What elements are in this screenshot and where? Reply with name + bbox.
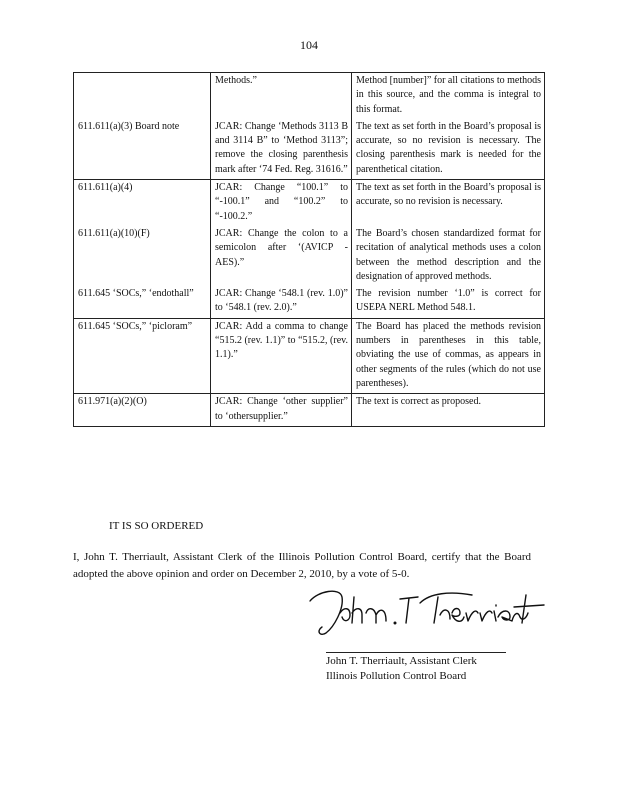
change-cell: JCAR: Change ‘548.1 (rev. 1.0)” to ‘548.1 (rev. 2.0).” <box>211 286 352 318</box>
signatory-organization: Illinois Pollution Control Board <box>326 670 467 682</box>
section-cell: 611.645 ‘SOCs,” ‘picloram” <box>74 318 211 393</box>
table-row <box>74 180 545 226</box>
section-cell: 611.645 ‘SOCs,” ‘endothall” <box>74 286 211 318</box>
change-cell: Methods.” <box>211 73 352 119</box>
response-cell: The Board has placed the methods revision numbers in parentheses in this table, obviating the use of commas, as appears in other segments of the rules (which do not use parentheses). <box>352 318 545 393</box>
section-cell: 611.611(a)(4) <box>74 180 211 226</box>
change-cell: JCAR: Change the colon to a semicolon after ‘(AVICP -AES).” <box>211 226 352 286</box>
signature-graphic <box>300 583 550 643</box>
handwritten-signature <box>300 583 550 643</box>
table-row <box>74 73 545 119</box>
table-row <box>74 394 545 427</box>
table-row <box>74 318 545 393</box>
so-ordered-text: IT IS SO ORDERED <box>109 520 204 532</box>
section-cell: 611.611(a)(10)(F) <box>74 226 211 286</box>
response-cell: The text as set forth in the Board’s proposal is accurate, so no revision is necessary. The closing parenthesis mark is needed for the parenthetical citation. <box>352 119 545 180</box>
response-cell: Method [number]” for all citations to methods in this source, and the comma is integral to this format. <box>352 73 545 119</box>
change-cell: JCAR: Change ‘other supplier” to ‘othersupplier.” <box>211 394 352 427</box>
comments-table <box>73 72 545 427</box>
table-row <box>74 119 545 180</box>
table-row <box>74 286 545 318</box>
response-cell: The revision number ‘1.0” is correct for USEPA NERL Method 548.1. <box>352 286 545 318</box>
change-cell: JCAR: Add a comma to change “515.2 (rev. 1.1)” to “515.2, (rev. 1.1).” <box>211 318 352 393</box>
section-cell: 611.971(a)(2)(O) <box>74 394 211 427</box>
response-cell: The text as set forth in the Board’s proposal is accurate, so no revision is necessary. <box>352 180 545 226</box>
change-cell: JCAR: Change ‘Methods 3113 B and 3114 B” to ‘Method 3113”; remove the closing parenthesis mark after ‘74 Fed. Reg. 31616.” <box>211 119 352 180</box>
change-cell: JCAR: Change “100.1” to “-100.1” and “100.2” to “-100.2.” <box>211 180 352 226</box>
page-number: 104 <box>300 38 318 52</box>
response-cell: The Board’s chosen standardized format for recitation of analytical methods uses a colon between the method description and the designation of approved methods. <box>352 226 545 286</box>
section-cell: 611.611(a)(3) Board note <box>74 119 211 180</box>
section-cell <box>74 73 211 119</box>
response-cell: The text is correct as proposed. <box>352 394 545 427</box>
signature-line <box>326 652 506 653</box>
certification-paragraph: I, John T. Therriault, Assistant Clerk of the Illinois Pollution Control Board, certify that the Board adopted the above opinion and order on December 2, 2010, by a vote of 5-0. <box>73 551 531 580</box>
signatory-name: John T. Therriault, Assistant Clerk <box>326 655 477 667</box>
signatory-block <box>326 654 477 684</box>
table-row <box>74 226 545 286</box>
